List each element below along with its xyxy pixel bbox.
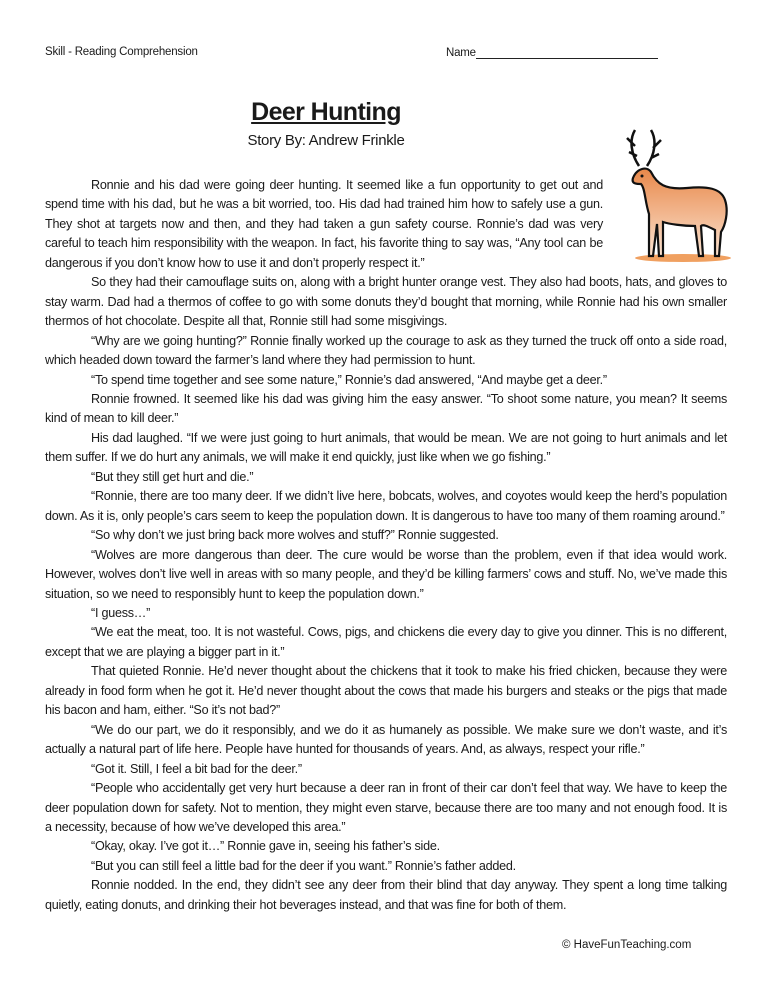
paragraph: “We do our part, we do it responsibly, and we do it as humanely as possible. We make sure we don’t waste, and it’s actually a natural part of life here. People have hunted for thousands of years. And, as always, respect your rifle.” [45,722,727,757]
paragraph: “Why are we going hunting?” Ronnie finally worked up the courage to ask as they turned the truck off onto a side road, which headed down toward the farmer’s land where they had permission to hunt. [45,333,727,368]
paragraph: Ronnie and his dad were going deer hunting. It seemed like a fun opportunity to get out and spend time with his dad, but he was a bit worried, too. His dad had trained him how to safely use a gun. They shot at targets now and then, and they had taken a gun safety course. Ronnie’s dad was very careful to teach him responsibility with the weapon. In fact, his favorite thing to say was, “Any tool can be dangerous if you don’t know how to use it and don’t properly respect it.” [45,178,603,270]
paragraph: “Okay, okay. I’ve got it…” Ronnie gave in, seeing his father’s side. [91,839,440,854]
name-label: Name [446,47,476,59]
paragraph: Ronnie frowned. It seemed like his dad was giving him the easy answer. “To shoot some nature, you mean? It seems kind of mean to kill deer.” [45,391,727,426]
paragraph: So they had their camouflage suits on, along with a bright hunter orange vest. They also had boots, hats, and gloves to stay warm. Dad had a thermos of coffee to go with some donuts they’d bought that morning, while Ronnie had his own smaller thermos of hot chocolate. Despite all that, Ronnie still had some misgivings. [45,275,727,329]
paragraph: “But they still get hurt and die.” [91,469,254,484]
paragraph: His dad laughed. “If we were just going to hurt animals, that would be mean. We are not going to hurt animals and let them suffer. If we do hurt any animals, we will make it end quickly, just like when we go fishing.” [45,430,727,465]
name-field[interactable] [446,46,658,59]
paragraph: “People who accidentally get very hurt because a deer ran in front of their car don’t feel that way. We have to keep the deer population down for safety. Not to mention, they might even starve, because there are too many and not enough food. It is a necessity, because of how we’ve developed this area.” [45,781,727,834]
paragraph: “Ronnie, there are too many deer. If we didn’t live here, bobcats, wolves, and coyotes would keep the herd’s population down. As it is, only people’s cars seem to keep the population down. It is dangerous to have too many of them roaming around.” [45,489,727,523]
paragraph: “But you can still feel a little bad for the deer if you want.” Ronnie’s father added. [91,858,516,873]
skill-label: Skill - Reading Comprehension [45,46,198,58]
paragraph: “We eat the meat, too. It is not wasteful. Cows, pigs, and chickens die every day to give you dinner. This is no different, except that we are playing a bigger part in it.” [45,625,727,659]
byline: Story By: Andrew Frinkle [247,132,405,149]
paragraph: “So why don’t we just bring back more wolves and stuff?” Ronnie suggested. [91,528,499,543]
paragraph: “I guess…” [91,605,151,620]
name-line [476,46,658,59]
paragraph: “Wolves are more dangerous than deer. The cure would be worse than the problem, even if that idea would work. However, wolves don’t live well in areas with so many people, and they’d be killing farmers’ cows and stuff. No, we’ve made this situation, so we need to responsibly hunt to keep the population down.” [45,547,727,601]
paragraph: “To spend time together and see some nature,” Ronnie’s dad answered, “And maybe get a deer.” [91,372,607,387]
copyright-footer: © HaveFunTeaching.com [562,939,692,951]
paragraph: That quieted Ronnie. He’d never thought about the chickens that it took to make his fried chicken, because they were already in food form when he got it. He’d never thought about the cows that made his burgers and steaks or the pigs that made his bacon and ham, either. “So it’s not bad?” [45,664,727,718]
deer-icon [617,126,735,264]
page-title: Deer Hunting [251,98,401,126]
paragraph: Ronnie nodded. In the end, they didn’t see any deer from their blind that day anyway. They spent a long time talking quietly, eating donuts, and drinking their hot beverages instead, and that was fine for both of them. [45,878,727,912]
story-body [45,176,727,915]
paragraph: “Got it. Still, I feel a bit bad for the deer.” [91,761,302,776]
